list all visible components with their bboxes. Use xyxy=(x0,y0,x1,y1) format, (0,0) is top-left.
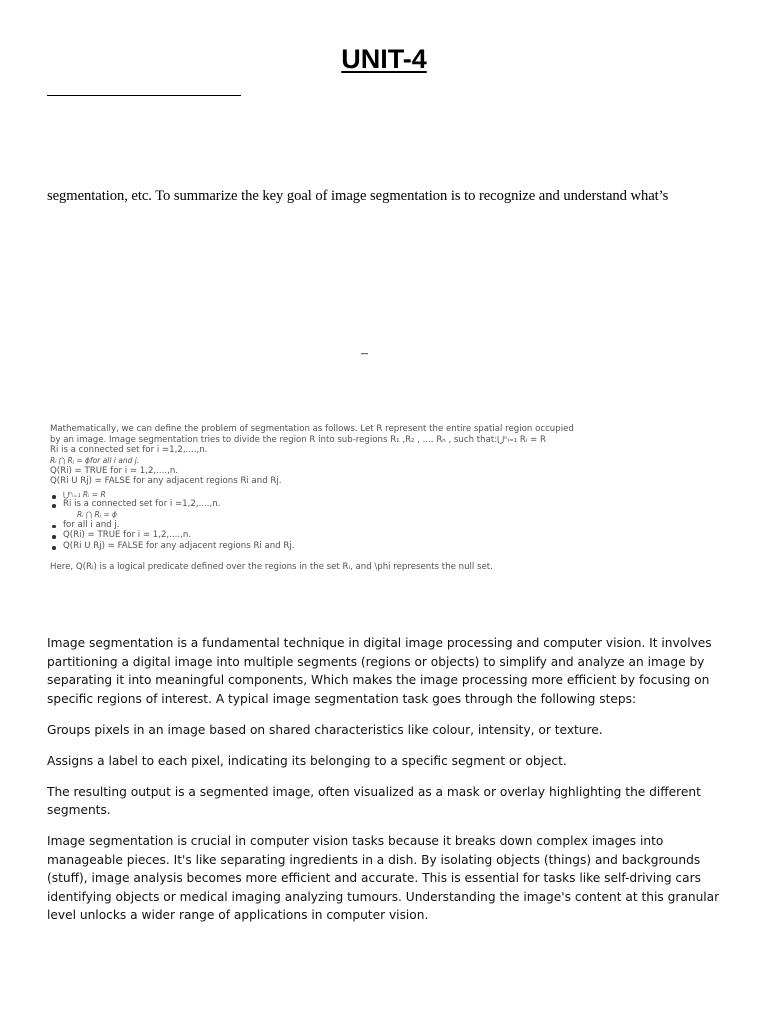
paragraph-step: Groups pixels in an image based on shared characteristics like colour, intensity, or texture. xyxy=(47,722,603,737)
math-note: Here, Q(Rᵢ) is a logical predicate defined over the regions in the set Rᵢ, and \phi represents the null set. xyxy=(50,561,493,572)
math-bullet-text: Q(Ri) = TRUE for i = 1,2,....,n. xyxy=(63,530,191,541)
math-intro-line-1: Mathematically, we can define the problem of segmentation as follows. Let R represent the entire spatial region occupied xyxy=(50,424,574,434)
math-bullet-text: ⋃ⁿᵢ₌₁ Rᵢ = R xyxy=(63,490,106,500)
math-bullet-text: Ri is a connected set for i =1,2,....,n. xyxy=(63,499,221,510)
math-bullet-text: for all i and j. xyxy=(63,519,120,530)
paragraph-step: The resulting output is a segmented image, often visualized as a mask or overlay highlighting the different segments. xyxy=(47,784,701,817)
math-bullet-list xyxy=(50,490,590,552)
paragraph-step: Assigns a label to each pixel, indicating its belonging to a specific segment or object. xyxy=(47,753,567,768)
serif-text-line: segmentation, etc. To summarize the key goal of image segmentation is to recognize and understand what’s xyxy=(47,188,669,204)
math-bullet-item xyxy=(62,530,590,541)
math-condition-row: Ri is a connected set for i =1,2,....,n. xyxy=(50,445,208,456)
math-bullet-subline: Rᵢ ⋂ Rⱼ = ϕ xyxy=(77,510,117,520)
dash-mark: – xyxy=(361,346,368,361)
math-bullet-text: Q(Ri U Rj) = FALSE for any adjacent regions Ri and Rj. xyxy=(63,541,295,551)
page-title: UNIT-4 xyxy=(341,44,427,74)
math-definition-block xyxy=(50,424,590,572)
paragraph-conclusion: Image segmentation is crucial in computer vision tasks because it breaks down complex images into manageable pieces. It's like separating ingredients in a dish. By isolating objects (things) and backgrounds (stuff), image analysis becomes more efficient and accurate. This is essential for tasks like self-driving cars identifying objects or medical imaging analyzing tumours. Understanding the image's content at this granular level unlocks a wider range of applications in computer vision. xyxy=(47,834,720,922)
body-text xyxy=(47,634,727,937)
math-condition-row: Q(Ri U Rj) = FALSE for any adjacent regions Ri and Rj. xyxy=(50,476,282,487)
math-condition-row: Q(Ri) = TRUE for i = 1,2,....,n. xyxy=(50,465,178,476)
math-bullet-item xyxy=(62,520,590,531)
horizontal-rule xyxy=(47,95,241,96)
paragraph-intro: Image segmentation is a fundamental technique in digital image processing and computer vision. It involves partitioning a digital image into multiple segments (regions or objects) to simplify and analyze an image by separating it into meaningful components, Which makes the image processing more efficient by focusing on specific regions of interest. A typical image segmentation task goes through the following steps: xyxy=(47,636,712,706)
math-condition-row: Rᵢ ⋂ Rⱼ = ϕfor all i and j. xyxy=(50,456,140,466)
math-bullet-item xyxy=(62,490,590,499)
math-bullet-item xyxy=(62,541,590,552)
math-intro-line-2: by an image. Image segmentation tries to divide the region R into sub-regions R₁ ,R₂ , .... Rₙ , such that:⋃ⁿᵢ₌₁ Rᵢ = R xyxy=(50,434,546,445)
math-bullet-item xyxy=(62,499,590,519)
